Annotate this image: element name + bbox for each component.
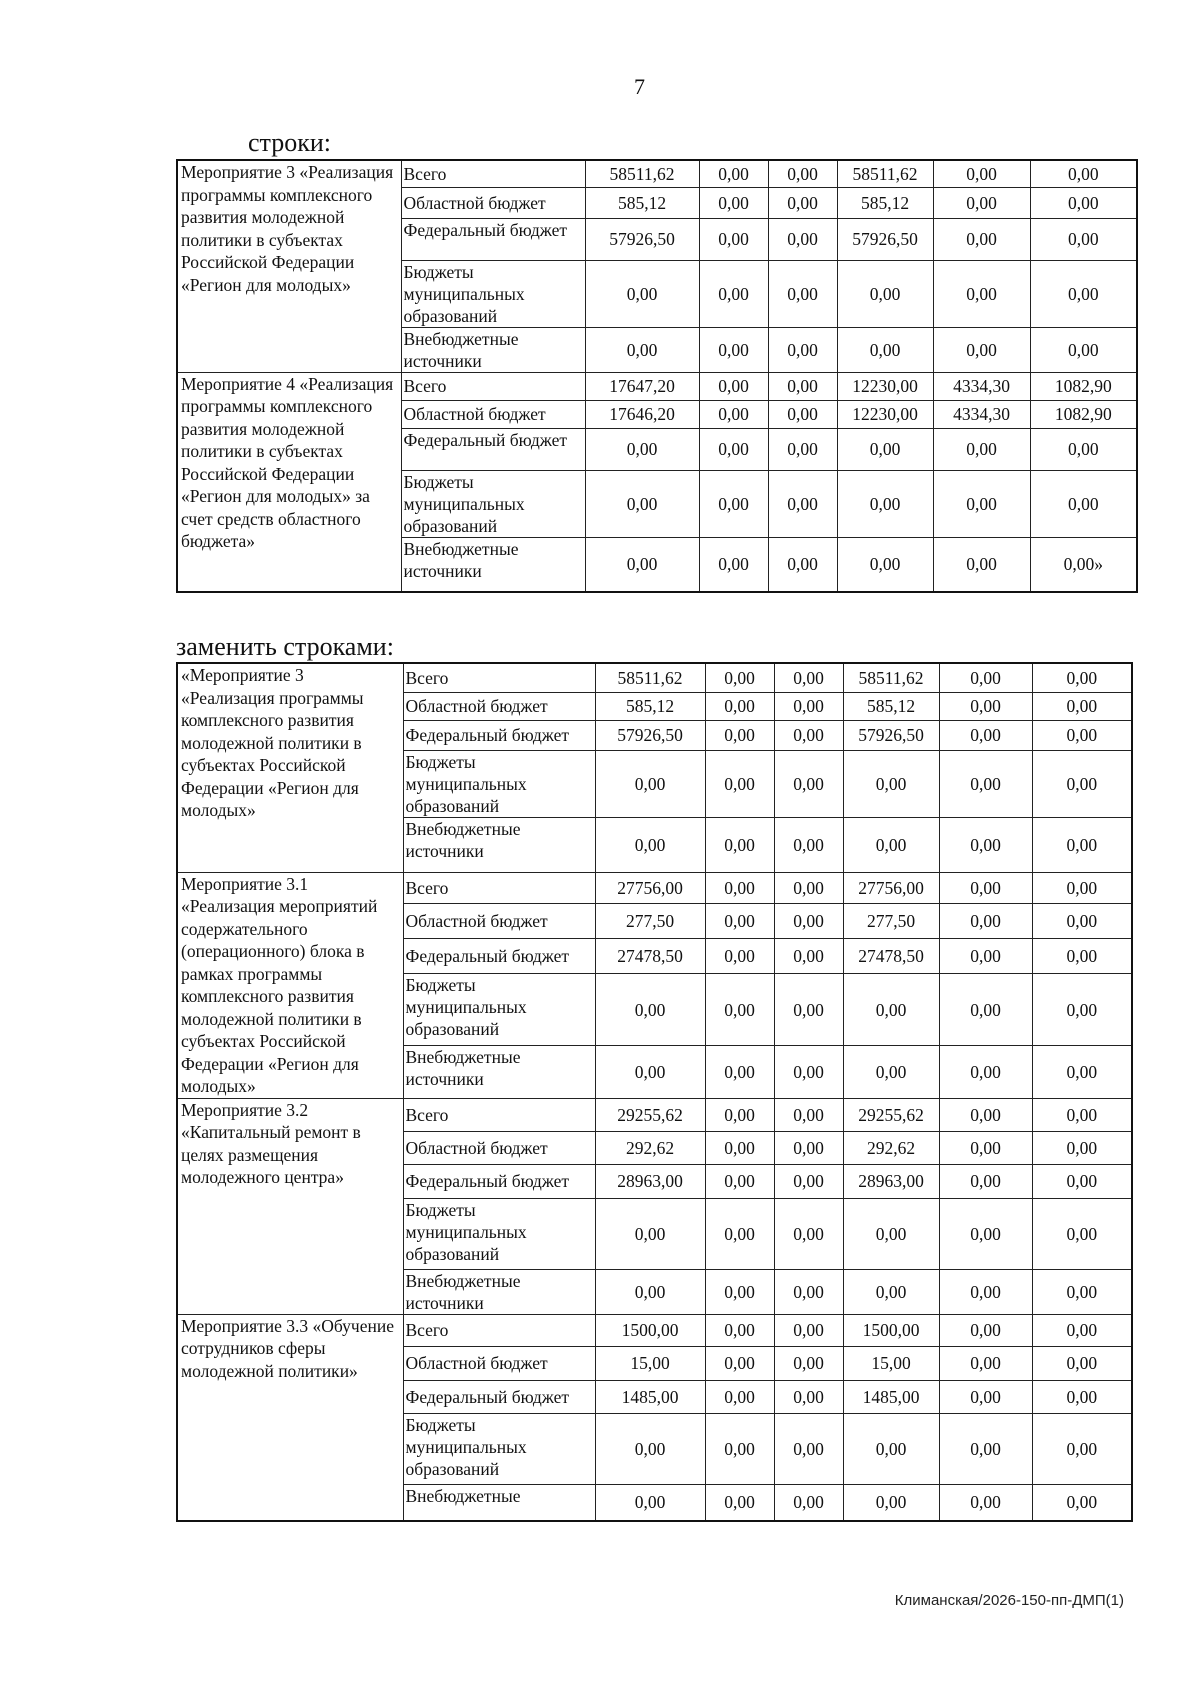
amount-cell: 0,00: [768, 218, 837, 260]
amount-cell: 0,00: [939, 1380, 1032, 1413]
amount-cell: 27478,50: [843, 938, 939, 973]
amount-cell: 0,00: [705, 750, 774, 817]
event-name-cell: Мероприятие 4 «Реализация программы комплексного развития молодежной политики в субъектах Российской Федерации «Регион для молодых» за счет средств областного бюджета»: [177, 372, 401, 592]
amount-cell: 0,00: [705, 1346, 774, 1380]
table-row: [177, 1314, 1132, 1346]
funding-source-cell: Областной бюджет: [403, 904, 595, 939]
amount-cell: 57926,50: [595, 720, 705, 750]
amount-cell: 0,00: [774, 973, 843, 1046]
amount-cell: 0,00: [837, 537, 933, 592]
amount-cell: 0,00: [705, 1269, 774, 1314]
amount-cell: 0,00: [705, 1413, 774, 1484]
amount-cell: 0,00: [843, 1413, 939, 1484]
amount-cell: 58511,62: [843, 663, 939, 692]
amount-cell: 0,00: [843, 1269, 939, 1314]
funding-source-cell: Федеральный бюджет: [401, 218, 585, 260]
amount-cell: 0,00: [1032, 1413, 1132, 1484]
amount-cell: 57926,50: [837, 218, 933, 260]
amount-cell: 0,00: [595, 1198, 705, 1269]
amount-cell: 0,00: [774, 692, 843, 720]
amount-cell: 0,00: [768, 372, 837, 400]
funding-source-cell: Всего: [403, 1098, 595, 1131]
amount-cell: 0,00: [837, 470, 933, 537]
funding-source-cell: Федеральный бюджет: [403, 1380, 595, 1413]
funding-source-cell: Внебюджетные источники: [403, 1046, 595, 1098]
amount-cell: 4334,30: [933, 400, 1030, 428]
amount-cell: 0,00: [699, 372, 768, 400]
amount-cell: 0,00: [705, 872, 774, 904]
amount-cell: 0,00: [699, 327, 768, 372]
funding-source-cell: Федеральный бюджет: [403, 1164, 595, 1198]
funding-source-cell: Бюджеты муниципальных образований: [403, 750, 595, 817]
amount-cell: 0,00: [939, 1413, 1032, 1484]
amount-cell: 0,00: [1032, 938, 1132, 973]
amount-cell: 0,00: [699, 160, 768, 187]
funding-source-cell: Внебюджетные источники: [403, 817, 595, 872]
amount-cell: 0,00: [768, 470, 837, 537]
heading-new-rows: заменить строками:: [176, 632, 394, 661]
amount-cell: 0,00: [705, 720, 774, 750]
funding-source-cell: Бюджеты муниципальных образований: [403, 1198, 595, 1269]
amount-cell: 0,00: [768, 260, 837, 327]
amount-cell: 0,00: [1032, 1346, 1132, 1380]
amount-cell: 1485,00: [595, 1380, 705, 1413]
amount-cell: 0,00: [1032, 817, 1132, 872]
amount-cell: 0,00: [774, 817, 843, 872]
amount-cell: 0,00: [1030, 327, 1137, 372]
amount-cell: 15,00: [595, 1346, 705, 1380]
amount-cell: 292,62: [595, 1131, 705, 1164]
amount-cell: 0,00: [939, 1198, 1032, 1269]
amount-cell: 0,00: [1032, 1269, 1132, 1314]
table-row: [177, 160, 1137, 187]
amount-cell: 585,12: [585, 187, 699, 218]
funding-source-cell: Федеральный бюджет: [401, 428, 585, 470]
funding-source-cell: Федеральный бюджет: [403, 720, 595, 750]
amount-cell: 0,00: [699, 218, 768, 260]
amount-cell: 0,00: [843, 750, 939, 817]
table-row: [177, 372, 1137, 400]
funding-source-cell: Областной бюджет: [403, 692, 595, 720]
amount-cell: 58511,62: [837, 160, 933, 187]
amount-cell: 0,00: [939, 1484, 1032, 1521]
amount-cell: 0,00: [939, 1131, 1032, 1164]
amount-cell: 27478,50: [595, 938, 705, 973]
amount-cell: 17647,20: [585, 372, 699, 400]
amount-cell: 0,00: [705, 1164, 774, 1198]
amount-cell: 0,00: [774, 1484, 843, 1521]
amount-cell: 1485,00: [843, 1380, 939, 1413]
funding-source-cell: Всего: [403, 872, 595, 904]
funding-source-cell: Бюджеты муниципальных образований: [403, 973, 595, 1046]
amount-cell: 0,00: [933, 187, 1030, 218]
amount-cell: 292,62: [843, 1131, 939, 1164]
amount-cell: 1082,90: [1030, 372, 1137, 400]
amount-cell: 12230,00: [837, 372, 933, 400]
amount-cell: 0,00: [595, 1413, 705, 1484]
amount-cell: 0,00: [939, 904, 1032, 939]
funding-source-cell: Внебюджетные источники: [403, 1269, 595, 1314]
amount-cell: 0,00: [939, 973, 1032, 1046]
amount-cell: 0,00: [774, 1098, 843, 1131]
amount-cell: 0,00: [843, 1046, 939, 1098]
funding-source-cell: Областной бюджет: [401, 400, 585, 428]
amount-cell: 0,00: [939, 692, 1032, 720]
amount-cell: 0,00: [705, 1198, 774, 1269]
amount-cell: 0,00: [768, 428, 837, 470]
table-new-rows: [176, 662, 1133, 1522]
amount-cell: 0,00: [768, 187, 837, 218]
amount-cell: 0,00: [1032, 1098, 1132, 1131]
amount-cell: 0,00: [933, 160, 1030, 187]
heading-old-rows: строки:: [248, 128, 331, 157]
amount-cell: 0,00: [939, 663, 1032, 692]
amount-cell: 0,00: [1032, 973, 1132, 1046]
document-footer-code: Климанская/2026-150-пп-ДМП(1): [894, 1592, 1124, 1609]
amount-cell: 0,00: [933, 260, 1030, 327]
amount-cell: 57926,50: [585, 218, 699, 260]
amount-cell: 0,00: [843, 1484, 939, 1521]
amount-cell: 0,00: [939, 872, 1032, 904]
amount-cell: 0,00: [595, 1046, 705, 1098]
funding-source-cell: Всего: [401, 160, 585, 187]
amount-cell: 0,00: [837, 327, 933, 372]
amount-cell: 0,00: [1032, 1164, 1132, 1198]
amount-cell: 29255,62: [595, 1098, 705, 1131]
amount-cell: 0,00: [774, 1380, 843, 1413]
amount-cell: 0,00: [595, 1269, 705, 1314]
amount-cell: 0,00: [1030, 218, 1137, 260]
amount-cell: 0,00: [939, 1346, 1032, 1380]
amount-cell: 0,00: [595, 1484, 705, 1521]
amount-cell: 0,00: [774, 1131, 843, 1164]
amount-cell: 0,00: [705, 938, 774, 973]
amount-cell: 0,00: [837, 428, 933, 470]
amount-cell: 28963,00: [595, 1164, 705, 1198]
event-name-cell: «Мероприятие 3 «Реализация программы комплексного развития молодежной политики в субъектах Российской Федерации «Регион для молодых»: [177, 663, 403, 872]
amount-cell: 0,00: [774, 1046, 843, 1098]
funding-source-cell: Всего: [403, 1314, 595, 1346]
amount-cell: 57926,50: [843, 720, 939, 750]
amount-cell: 0,00: [1030, 260, 1137, 327]
amount-cell: 0,00: [595, 750, 705, 817]
amount-cell: 277,50: [595, 904, 705, 939]
amount-cell: 0,00: [774, 872, 843, 904]
amount-cell: 0,00: [1032, 1131, 1132, 1164]
table-row: [177, 1098, 1132, 1131]
amount-cell: 0,00: [939, 1314, 1032, 1346]
amount-cell: 0,00: [1032, 872, 1132, 904]
amount-cell: 1500,00: [595, 1314, 705, 1346]
amount-cell: 0,00: [705, 692, 774, 720]
amount-cell: 58511,62: [595, 663, 705, 692]
amount-cell: 0,00: [1032, 750, 1132, 817]
amount-cell: 29255,62: [843, 1098, 939, 1131]
amount-cell: 0,00: [774, 1269, 843, 1314]
amount-cell: 0,00: [1030, 428, 1137, 470]
funding-source-cell: Всего: [401, 372, 585, 400]
amount-cell: 0,00: [774, 720, 843, 750]
amount-cell: 0,00»: [1030, 537, 1137, 592]
amount-cell: 0,00: [843, 817, 939, 872]
amount-cell: 58511,62: [585, 160, 699, 187]
amount-cell: 0,00: [705, 1098, 774, 1131]
amount-cell: 0,00: [939, 1269, 1032, 1314]
amount-cell: 0,00: [705, 973, 774, 1046]
amount-cell: 0,00: [939, 720, 1032, 750]
funding-source-cell: Всего: [403, 663, 595, 692]
amount-cell: 0,00: [705, 1484, 774, 1521]
amount-cell: 0,00: [939, 750, 1032, 817]
amount-cell: 0,00: [585, 327, 699, 372]
amount-cell: 0,00: [699, 428, 768, 470]
amount-cell: 0,00: [705, 1046, 774, 1098]
amount-cell: 0,00: [933, 470, 1030, 537]
funding-source-cell: Бюджеты муниципальных образований: [401, 470, 585, 537]
funding-source-cell: Внебюджетные: [403, 1484, 595, 1521]
amount-cell: 585,12: [595, 692, 705, 720]
amount-cell: 0,00: [774, 750, 843, 817]
amount-cell: 0,00: [1032, 1046, 1132, 1098]
amount-cell: 0,00: [939, 1046, 1032, 1098]
amount-cell: 0,00: [699, 400, 768, 428]
amount-cell: 0,00: [939, 938, 1032, 973]
amount-cell: 0,00: [1032, 1484, 1132, 1521]
amount-cell: 0,00: [939, 817, 1032, 872]
table-row: [177, 872, 1132, 904]
amount-cell: 0,00: [1030, 187, 1137, 218]
amount-cell: 0,00: [585, 470, 699, 537]
page-number: 7: [634, 74, 645, 99]
amount-cell: 0,00: [699, 470, 768, 537]
amount-cell: 4334,30: [933, 372, 1030, 400]
funding-source-cell: Бюджеты муниципальных образований: [403, 1413, 595, 1484]
amount-cell: 0,00: [774, 938, 843, 973]
amount-cell: 12230,00: [837, 400, 933, 428]
amount-cell: 0,00: [774, 1314, 843, 1346]
amount-cell: 0,00: [705, 1380, 774, 1413]
amount-cell: 0,00: [933, 537, 1030, 592]
funding-source-cell: Областной бюджет: [403, 1346, 595, 1380]
event-name-cell: Мероприятие 3.3 «Обучение сотрудников сферы молодежной политики»: [177, 1314, 403, 1521]
event-name-cell: Мероприятие 3 «Реализация программы комплексного развития молодежной политики в субъектах Российской Федерации «Регион для молодых»: [177, 160, 401, 372]
amount-cell: 0,00: [705, 1314, 774, 1346]
amount-cell: 277,50: [843, 904, 939, 939]
amount-cell: 0,00: [768, 537, 837, 592]
amount-cell: 0,00: [774, 1164, 843, 1198]
amount-cell: 585,12: [837, 187, 933, 218]
amount-cell: 0,00: [1030, 160, 1137, 187]
amount-cell: 0,00: [774, 1346, 843, 1380]
amount-cell: 0,00: [585, 260, 699, 327]
event-name-cell: Мероприятие 3.2 «Капитальный ремонт в целях размещения молодежного центра»: [177, 1098, 403, 1314]
amount-cell: 0,00: [595, 973, 705, 1046]
amount-cell: 0,00: [1032, 904, 1132, 939]
amount-cell: 0,00: [699, 187, 768, 218]
funding-source-cell: Бюджеты муниципальных образований: [401, 260, 585, 327]
amount-cell: 0,00: [1030, 470, 1137, 537]
amount-cell: 0,00: [774, 904, 843, 939]
table-old-rows: [176, 159, 1138, 593]
amount-cell: 0,00: [774, 663, 843, 692]
amount-cell: 0,00: [1032, 1198, 1132, 1269]
amount-cell: 0,00: [699, 260, 768, 327]
amount-cell: 0,00: [705, 904, 774, 939]
amount-cell: 0,00: [585, 428, 699, 470]
amount-cell: 0,00: [1032, 720, 1132, 750]
amount-cell: 0,00: [843, 1198, 939, 1269]
table-row: [177, 663, 1132, 692]
amount-cell: 0,00: [933, 218, 1030, 260]
amount-cell: 0,00: [705, 663, 774, 692]
amount-cell: 0,00: [933, 327, 1030, 372]
amount-cell: 0,00: [768, 160, 837, 187]
amount-cell: 0,00: [768, 327, 837, 372]
amount-cell: 0,00: [699, 537, 768, 592]
funding-source-cell: Внебюджетные источники: [401, 537, 585, 592]
amount-cell: 27756,00: [595, 872, 705, 904]
funding-source-cell: Областной бюджет: [403, 1131, 595, 1164]
amount-cell: 17646,20: [585, 400, 699, 428]
amount-cell: 27756,00: [843, 872, 939, 904]
funding-source-cell: Внебюджетные источники: [401, 327, 585, 372]
amount-cell: 0,00: [1032, 1380, 1132, 1413]
amount-cell: 0,00: [768, 400, 837, 428]
amount-cell: 1500,00: [843, 1314, 939, 1346]
amount-cell: 0,00: [939, 1164, 1032, 1198]
amount-cell: 0,00: [705, 817, 774, 872]
amount-cell: 0,00: [1032, 1314, 1132, 1346]
funding-source-cell: Областной бюджет: [401, 187, 585, 218]
amount-cell: 0,00: [595, 817, 705, 872]
amount-cell: 0,00: [1032, 692, 1132, 720]
funding-source-cell: Федеральный бюджет: [403, 938, 595, 973]
amount-cell: 0,00: [939, 1098, 1032, 1131]
amount-cell: 585,12: [843, 692, 939, 720]
amount-cell: 0,00: [774, 1198, 843, 1269]
event-name-cell: Мероприятие 3.1 «Реализация мероприятий содержательного (операционного) блока в рамках программы комплексного развития молодежной политики в субъектах Российской Федерации «Регион для молодых»: [177, 872, 403, 1098]
amount-cell: 15,00: [843, 1346, 939, 1380]
amount-cell: 0,00: [933, 428, 1030, 470]
amount-cell: 0,00: [705, 1131, 774, 1164]
amount-cell: 28963,00: [843, 1164, 939, 1198]
amount-cell: 0,00: [843, 973, 939, 1046]
amount-cell: 0,00: [1032, 663, 1132, 692]
amount-cell: 1082,90: [1030, 400, 1137, 428]
amount-cell: 0,00: [837, 260, 933, 327]
amount-cell: 0,00: [585, 537, 699, 592]
amount-cell: 0,00: [774, 1413, 843, 1484]
